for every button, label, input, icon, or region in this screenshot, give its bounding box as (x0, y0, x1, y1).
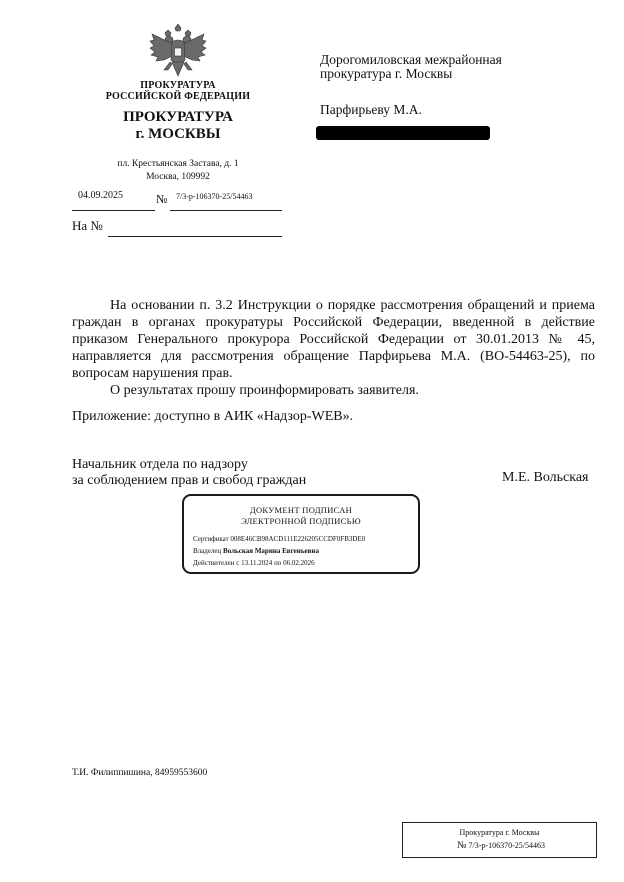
body-paragraph-1: На основании п. 3.2 Инструкции о порядке рассмотрения обращений и приема граждан в органах прокуратуры Российской Федерации, введенной в действие приказом Генерального прокурора Российской Федерации от 30.01.2013 № 45, направляется для рассмотрения обращение Парфирьева М.А. (ВО-54463-25), по вопросам нарушения прав. (72, 298, 595, 381)
reply-label: На № (72, 218, 103, 233)
office-name-line1: ПРОКУРАТУРА (123, 109, 233, 125)
emblem-icon (148, 24, 208, 82)
number-sign: № (156, 192, 168, 206)
addressee-line2: прокуратура г. Москвы (320, 66, 453, 81)
stamp-owner-row (193, 546, 319, 557)
signer-position (72, 457, 306, 489)
footer-office: Прокуратура г. Москвы (459, 828, 540, 837)
footer-number-row (457, 840, 545, 852)
validity-to-date: 06.02.2026 (283, 559, 315, 567)
attachment-note: Приложение: доступно в АИК «Надзор-WEB». (72, 409, 354, 424)
address-line1: пл. Крестьянская Застава, д. 1 (117, 159, 239, 169)
footer-number-sign: № (457, 840, 467, 851)
address-line2: Москва, 109992 (146, 172, 210, 182)
owner-value: Вольская Марина Евгеньевна (223, 547, 319, 555)
addressee-person: Парфирьеву М.А. (320, 102, 422, 117)
addressee-line1: Дорогомиловская межрайонная (320, 52, 502, 67)
org-name-line2: РОССИЙСКОЙ ФЕДЕРАЦИИ (105, 91, 251, 102)
owner-label: Владелец (193, 547, 222, 555)
e-signature-stamp (182, 494, 420, 574)
signer-name: М.Е. Вольская (502, 470, 589, 485)
validity-from-word: с (236, 559, 240, 567)
office-name-line2: г. МОСКВЫ (135, 126, 221, 142)
document-date: 04.09.2025 (78, 190, 123, 201)
redacted-address (316, 126, 490, 140)
org-name-line1: ПРОКУРАТУРА (140, 80, 216, 91)
footer-number: 7/3-р-106370-25/54463 (468, 841, 545, 850)
document-number: 7/3-р-106370-25/54463 (176, 192, 253, 201)
signer-position-line1: Начальник отдела по надзору (72, 457, 248, 472)
validity-from-date: 13.11.2024 (241, 559, 273, 567)
validity-label: Действителен (193, 559, 235, 567)
validity-to-word: по (274, 559, 282, 567)
body-paragraph-2: О результатах прошу проинформировать заявителя. (110, 383, 419, 398)
footer-registration-box (402, 822, 597, 858)
stamp-certificate-row (193, 534, 365, 545)
stamp-validity-row (193, 558, 315, 569)
date-underline (72, 210, 155, 211)
number-underline (170, 210, 282, 211)
certificate-label: Сертификат (193, 535, 229, 543)
letter-body (72, 297, 595, 399)
certificate-value: 008E46CB98ACD111E226205CCDF0FB3DE0 (230, 535, 366, 543)
signer-position-line2: за соблюдением прав и свобод граждан (72, 473, 307, 488)
stamp-title-line1: ДОКУМЕНТ ПОДПИСАН (249, 505, 353, 515)
reply-underline (108, 236, 282, 237)
stamp-title-line2: ЭЛЕКТРОННОЙ ПОДПИСЬЮ (241, 516, 361, 526)
executor-contact: Т.И. Филиппишина, 84959553600 (72, 768, 208, 778)
